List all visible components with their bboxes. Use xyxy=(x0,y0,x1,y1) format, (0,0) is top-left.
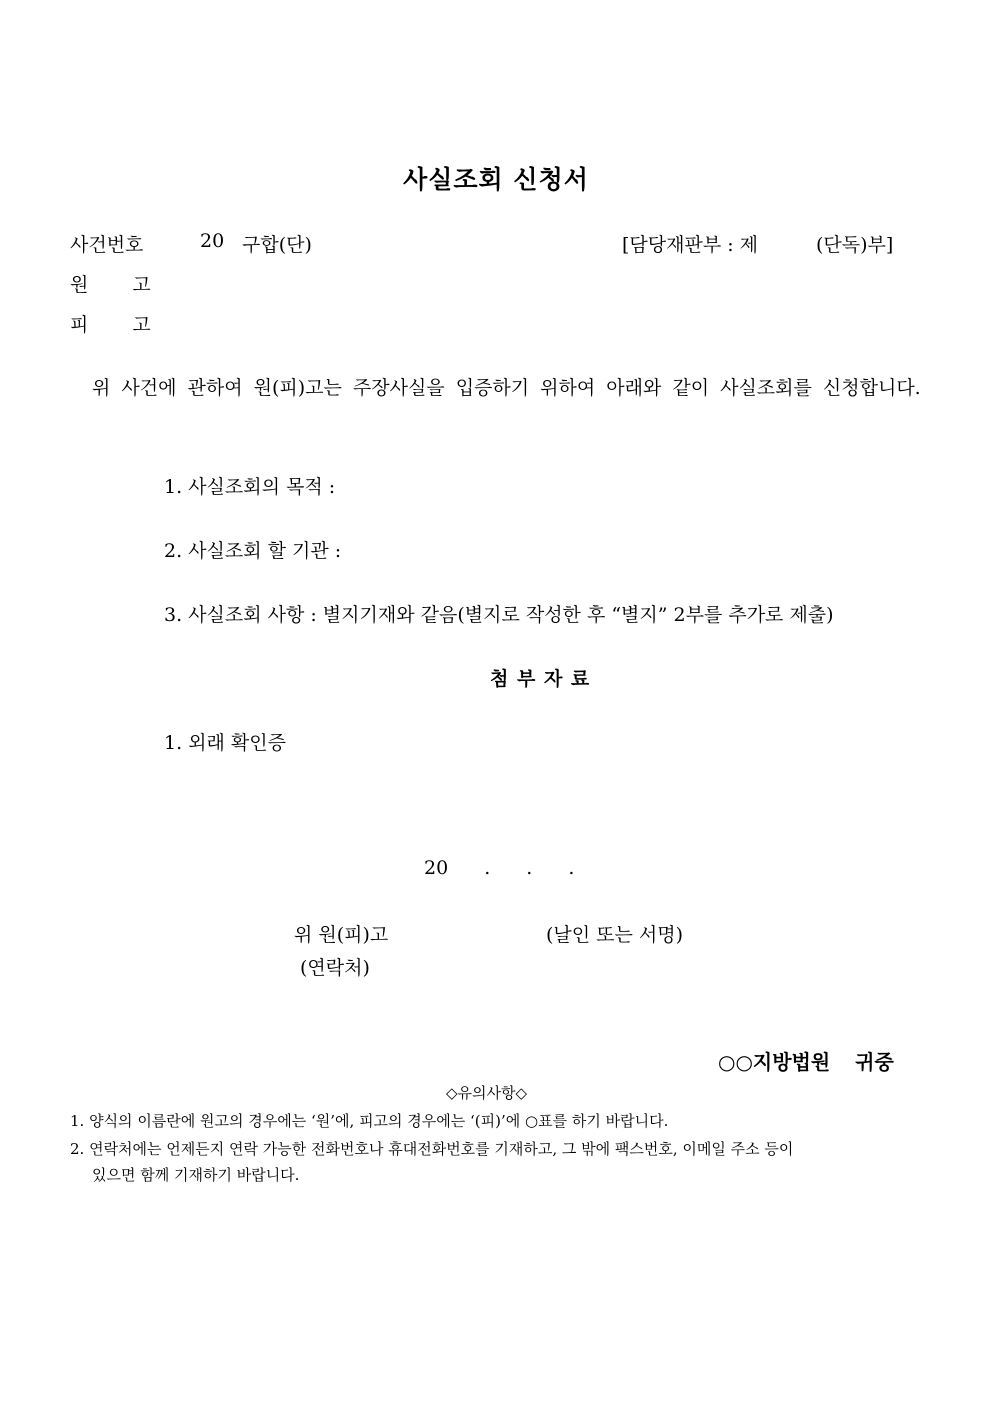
contact-label: (연락처) xyxy=(300,957,370,979)
seal-label: (날인 또는 서명) xyxy=(546,924,684,946)
court-division-end: (단독)부] xyxy=(816,234,894,256)
document-title: 사실조회 신청서 xyxy=(403,165,589,194)
case-year: 20 xyxy=(200,230,225,252)
date-line: 20 . . . xyxy=(424,857,575,879)
case-type: 구합(단) xyxy=(242,234,312,256)
item-institution: 2. 사실조회 할 기관 : xyxy=(164,540,342,562)
item-matters: 3. 사실조회 사항 : 별지기재와 같음(별지로 작성한 후 “별지” 2부를 추가로 제출) xyxy=(164,604,834,626)
notes-heading: ◇유의사항◇ xyxy=(446,1084,528,1102)
attachment-item: 1. 외래 확인증 xyxy=(164,732,286,754)
defendant-label: 피 고 xyxy=(70,314,151,336)
court-division: [담당재판부 : 제 xyxy=(622,234,759,256)
applicant-label: 위 원(피)고 xyxy=(294,924,389,946)
attachments-heading: 첨 부 자 료 xyxy=(490,668,591,690)
item-purpose: 1. 사실조회의 목적 : xyxy=(164,476,336,498)
note-item-2: 2. 연락처에는 언제든지 연락 가능한 전화번호나 휴대전화번호를 기재하고, 그 밖에 팩스번호, 이메일 주소 등이 xyxy=(70,1140,794,1158)
intro-paragraph: 위 사건에 관하여 원(피)고는 주장사실을 입증하기 위하여 아래와 같이 사실조회를 신청합니다. xyxy=(92,377,921,399)
note-item-1: 1. 양식의 이름란에 원고의 경우에는 ‘원’에, 피고의 경우에는 ‘(피)’에 ○표를 하기 바랍니다. xyxy=(70,1112,669,1130)
plaintiff-label: 원 고 xyxy=(70,274,151,296)
case-number-label: 사건번호 xyxy=(70,234,144,256)
court-name: ○○지방법원 귀중 xyxy=(718,1050,894,1074)
note-item-2-cont: 있으면 함께 기재하기 바랍니다. xyxy=(92,1166,300,1184)
